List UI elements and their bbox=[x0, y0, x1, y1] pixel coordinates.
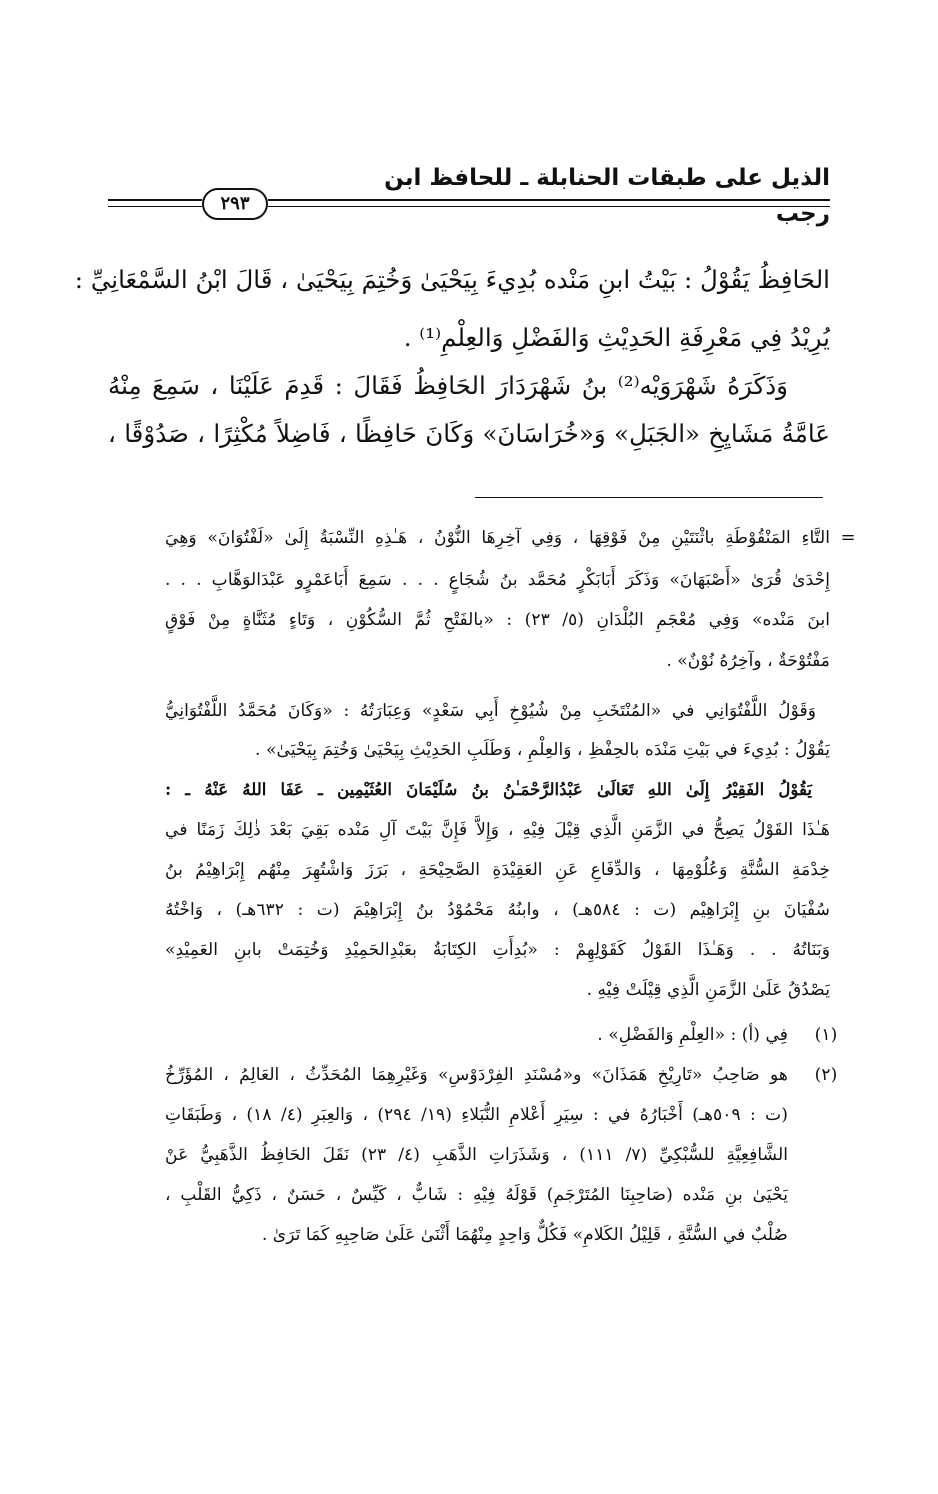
footnote-line: هو صَاحِبُ «تَارِيْخِ هَمَذَانَ» و«مُسْنَدِ الفِرْدَوْسِ» وَغَيْرِهِمَا المُحَدِّثُ ، العَالِمُ ، المُؤَرِّخُ bbox=[165, 1065, 788, 1085]
footnote-line: إِحْدَىٰ قُرَىٰ «أَصْبَهَانَ» وَذَكَرَ أَبَابَكْرٍ مُحَمَّد بنُ شُجَاعٍ . . . سَمِعَ أَبَاعَمْرٍو عَبْدَالوَهَّابِ . . . bbox=[165, 570, 830, 590]
footnote-line: سُفْيَانَ بنِ إِبْرَاهِيْم (ت : ٥٨٤هـ) ، وابنُهُ مَحْمُوْدُ بنُ إِبْرَاهِيْمَ (ت : ٦٣٢هـ) ، وَاخْتُهُ bbox=[165, 900, 830, 920]
footnote-separator bbox=[475, 497, 823, 498]
page-number: ٢٩٣ bbox=[202, 188, 268, 220]
footnote-line: مَفْتُوْحَةٌ ، وآخِرُهُ نُوْنٌ» . bbox=[666, 651, 830, 671]
footnote-line: يَحْيَىٰ بنِ مَنْده (صَاحِبِنَا المُتَرْجَمِ) قَوْلَهُ فِيْهِ : شَابٌّ ، كَيِّسٌ ، حَسَنٌ ، ذَكِيُّ القَلْبِ ، bbox=[165, 1185, 788, 1205]
footnote-line: وَبَنَاتُهُ . . وَهَـٰذَا القَوْلُ كَقَوْلِهِمْ : «بُدِأَتِ الكِتَابَةُ بعَبْدِالحَمِيْدِ وَخُتِمَتْ بابنِ العَمِيْدِ» bbox=[165, 940, 830, 960]
footnote-line: يَصْدُقُ عَلَىٰ الزَّمَنِ الَّذِي قِيْلَتْ فِيْهِ . bbox=[586, 980, 830, 1000]
footnote-number: (٢) bbox=[814, 1065, 838, 1085]
footnote-line: يَقُوْلُ : بُدِيءَ في بَيْتِ مَنْدَه بالحِفْظِ ، وَالعِلْمِ ، وَطَلَبِ الحَدِيْثِ بِيَحْيَىٰ وَخُتِمَ بِيَحْيَىٰ» . bbox=[255, 740, 830, 760]
footnote-line: الشَّافِعِيَّةِ للسُّبْكِيِّ (٧/ ١١١) ، وَشَذَرَاتِ الذَّهَبِ (٤/ ٢٣) نَقَلَ الحَافِظُ الذَّهَبِيُّ عَنْ bbox=[165, 1145, 789, 1165]
continuation-marker: = bbox=[840, 527, 856, 548]
header-rule-left-bottom bbox=[108, 206, 202, 207]
header-rule-right-top bbox=[268, 199, 830, 201]
header-rule-left-top bbox=[108, 199, 202, 201]
footnote-line: ابنَ مَنْده» وَفِي مُعْجَمِ البُلْدَانِ (٥/ ٢٣) : «بالفَتْحِ ثُمَّ السُّكُوْنِ ، وَتَاءٍ مُثَنَّاةٍ مِنْ فَوْقٍ bbox=[165, 610, 831, 630]
footnote-line: (ت : ٥٠٩هـ) أَخْبَارُهُ في : سِيَرِ أَعْلامِ النُّبَلاءِ (١٩/ ٢٩٤) ، وَالعِبَرِ (٤/ ١٨) ، وَطَبَقَاتِ bbox=[165, 1105, 788, 1125]
footnote-line: وَقَوْلُ اللَّفْتُوَانِي في «المُنْتَخَبِ مِنْ شُيُوْخِ أَبِي سَعْدٍ» وَعِبَارَتُهُ : «وَكَانَ مُحَمَّدُ اللَّفْتُوَانِيُّ bbox=[165, 701, 816, 721]
main-text-line: وَذَكَرَهُ شَهْرَوَيْه⁽²⁾ بنُ شَهْرَدَارَ الحَافِظُ فَقَالَ : قَدِمَ عَلَيْنَا ، سَمِعَ مِنْهُ bbox=[108, 371, 788, 400]
footnote-line: صُلْبٌ في السُّنَّةِ ، قَلِيْلُ الكَلامِ» فَكُلٌّ وَاحِدٍ مِنْهُمَا أَثْنَىٰ عَلَىٰ صَاحِبِهِ كَمَا تَرَىٰ . bbox=[261, 1225, 788, 1245]
main-text-line: يُرِيْدُ فِي مَعْرِفَةِ الحَدِيْثِ وَالفَضْلِ وَالعِلْمِ⁽¹⁾ . bbox=[403, 323, 830, 352]
running-header-title: الذيل على طبقات الحنابلة ـ للحافظ ابن رجب bbox=[384, 165, 830, 227]
footnote-number: (١) bbox=[814, 1025, 838, 1045]
author-comment-heading: يَقُوْلُ الفَقِيْرُ إِلَىٰ اللهِ تَعَالَىٰ عَبْدُالرَّحْمَـٰنُ بنُ سُلَيْمَانَ العُثَيْمِين ـ عَفَا اللهُ عَنْهُ ـ : bbox=[165, 779, 812, 799]
footnote-line: فِي (أ) : «العِلْمِ وَالفَضْلِ» . bbox=[597, 1025, 788, 1045]
footnote-line: هَـٰذَا القَوْلُ يَصِحُّ في الزَّمَنِ الَّذِي قِيْلَ فِيْهِ ، وَإِلاَّ فَإِنَّ بَيْتَ آلِ مَنْده بَقِيَ بَعْدَ ذٰلِكَ زَمَنًا في bbox=[165, 820, 830, 840]
main-text-line: الحَافِظُ يَقُوْلُ : بَيْتُ ابنِ مَنْده بُدِيءَ بِيَحْيَىٰ وَخُتِمَ بِيَحْيَىٰ ، قَالَ ابْنُ السَّمْعَانِيِّ : bbox=[74, 265, 830, 294]
main-text-line: عَامَّةُ مَشَايِخِ «الجَبَلِ» وَ«خُرَاسَانَ» وَكَانَ حَافِظًا ، فَاضِلاً مُكْثِرًا ، صَدُوْقًا ، bbox=[108, 419, 830, 448]
header-rule-right-bottom bbox=[268, 206, 830, 207]
footnote-line: التَّاءِ المَنْقُوْطَةِ باثْنَتَيْنِ مِنْ فَوْقِهَا ، وَفِي آخِرِهَا النُّوْنُ ، هَـٰذِهِ النِّسْبَةُ إِلَىٰ «لَفْتُوَانَ» وَهِيَ bbox=[165, 528, 830, 548]
footnote-line: خِدْمَةِ السُّنَّةِ وَعُلُوْمِهَا ، وَالدِّفَاعِ عَنِ العَقِيْدَةِ الصَّحِيْحَةِ ، بَرَزَ وَاشْتُهِرَ مِنْهُم إِبْرَاهِيْمُ بنُ bbox=[165, 860, 830, 880]
